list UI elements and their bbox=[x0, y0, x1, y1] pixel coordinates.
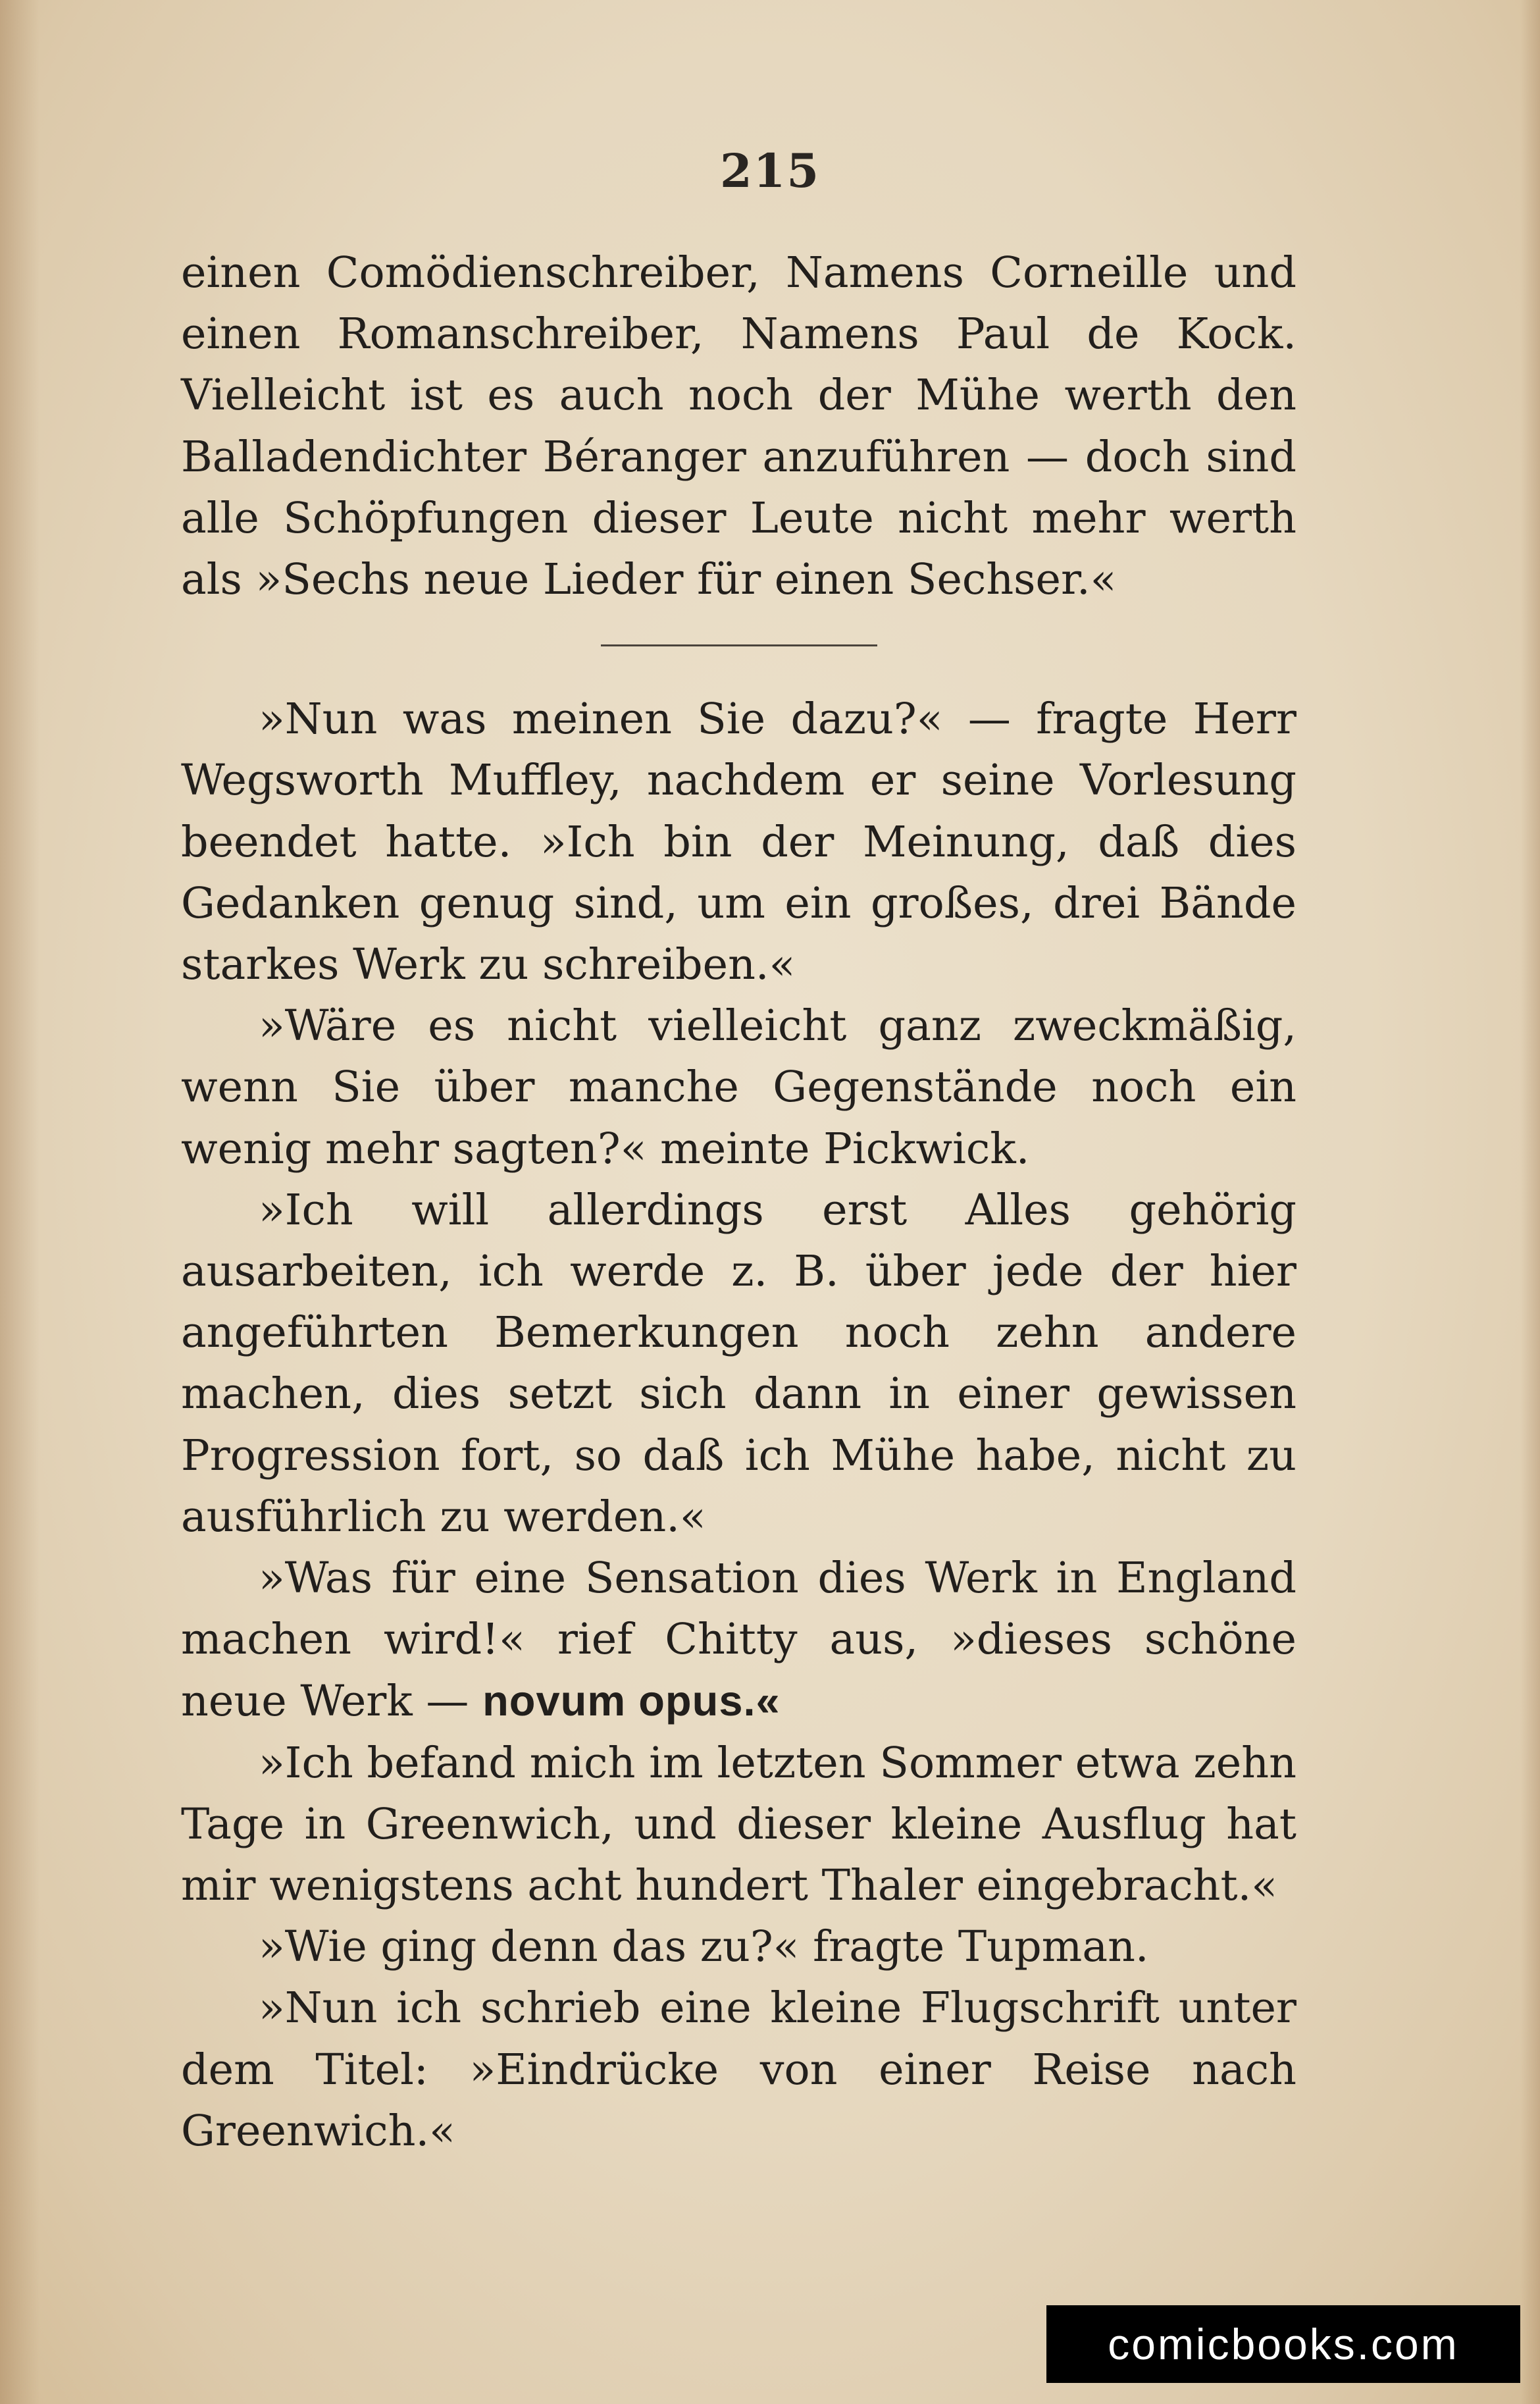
paragraph-8: »Nun ich schrieb eine kleine Flugschrift unter dem Titel: »Eindrücke von einer Reise nach Greenwich.« bbox=[181, 1983, 1296, 2156]
page-edge-shadow-right bbox=[1520, 0, 1540, 2404]
page-number: 215 bbox=[719, 144, 821, 198]
paragraph-1: einen Comödienschreiber, Namens Corneille und einen Romanschreiber, Namens Paul de Kock. Vielleicht ist es auch noch der Mühe werth den Balladendichter Béranger anzuführen — doch sind alle Schöpfungen dieser Leute nicht mehr werth als »Sechs neue Lieder für einen Sechser.« bbox=[181, 248, 1296, 605]
section-divider bbox=[601, 644, 877, 646]
paragraph-4: »Ich will allerdings erst Alles gehörig ausarbeiten, ich werde z. B. über jede der hier angeführten Bemerkungen noch zehn andere machen, dies setzt sich dann in einer gewissen Progression fort, so daß ich Mühe habe, nicht zu ausführlich zu werden.« bbox=[181, 1185, 1296, 1542]
watermark-text: comicbooks.com bbox=[1108, 2320, 1459, 2368]
paragraph-6: »Ich befand mich im letzten Sommer etwa zehn Tage in Greenwich, und dieser kleine Ausflug hat mir wenigstens acht hundert Thaler eingebracht.« bbox=[181, 1738, 1296, 1911]
paragraph-7: »Wie ging denn das zu?« fragte Tupman. bbox=[259, 1922, 1149, 1972]
paragraph-5-emphasis: novum opus.« bbox=[482, 1677, 781, 1725]
paragraph-2: »Nun was meinen Sie dazu?« — fragte Herr Wegsworth Muffley, nachdem er seine Vorlesung beendet hatte. »Ich bin der Meinung, daß dies Gedanken genug sind, um ein großes, drei Bände starkes Werk zu schreiben.« bbox=[181, 694, 1296, 990]
page-text bbox=[181, 242, 1296, 2162]
page-edge-shadow-left bbox=[0, 0, 39, 2404]
paragraph-5 bbox=[181, 1548, 1296, 1733]
watermark-banner bbox=[1046, 2305, 1520, 2383]
paragraph-5-text: »Was für eine Sensation dies Werk in England machen wird!« rief Chitty aus, »dieses schöne neue Werk — bbox=[181, 1554, 1296, 1727]
paragraph-3: »Wäre es nicht vielleicht ganz zweckmäßig, wenn Sie über manche Gegenstände noch ein wenig mehr sagten?« meinte Pickwick. bbox=[181, 1001, 1296, 1174]
